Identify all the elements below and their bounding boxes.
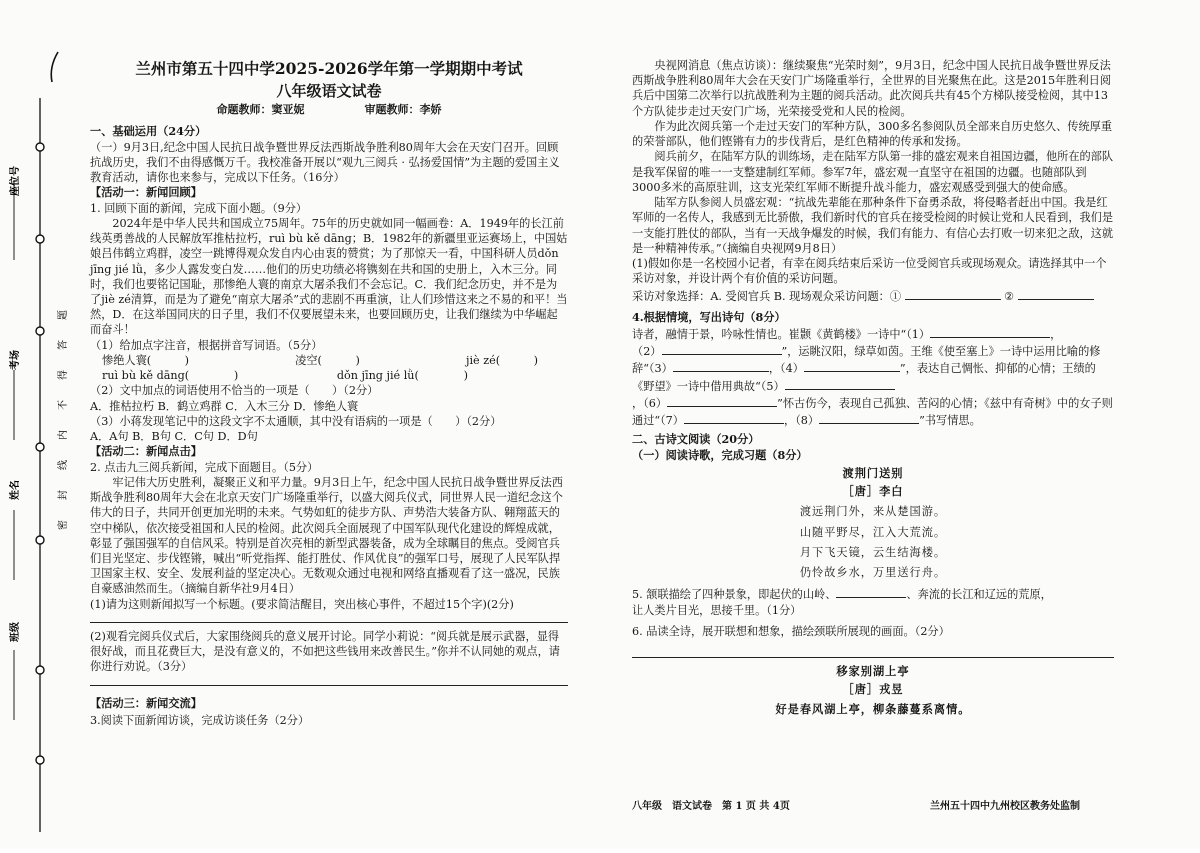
answer-slot[interactable]: ruì bù kě dāng( ) — [102, 369, 239, 383]
fill-text: ，（6） — [632, 396, 668, 410]
answer-blank[interactable] — [905, 287, 1001, 300]
poem-line: 山随平野尽，江入大荒流。 — [799, 525, 947, 539]
poem-line: 月下飞天镜，云生结海楼。 — [799, 545, 947, 559]
q5-text: 、奔流的长江和辽远的荒原， — [906, 588, 1052, 602]
fill-text: ”，运眺汉阳，绿草如茵。王维《使至塞上》一诗中运用比喻的修辞“（3） — [632, 345, 1101, 376]
section-heading: 一、基础运用（24分） — [90, 124, 207, 139]
pinyin-row — [90, 353, 568, 368]
answer-blank[interactable] — [1018, 287, 1094, 300]
seal-char: 答 — [58, 340, 69, 350]
question-4: 4.根据情境，写出诗句（8分） — [632, 309, 786, 324]
poem-title: 渡荆门送别 — [842, 465, 904, 480]
poem-author: ［唐］李白 — [842, 484, 904, 499]
class-label: 班级 — [10, 622, 21, 642]
question-options: A．推枯拉朽 B．鹤立鸡群 C．入木三分 D．惨绝人寰 — [90, 399, 359, 413]
activity-heading: 【活动三：新闻交流】 — [90, 695, 202, 710]
fill-text: ，（8） — [784, 414, 820, 428]
question-1-1: （1）给加点字注音，根据拼音写词语。（5分） — [90, 338, 323, 352]
seal-char: 得 — [58, 370, 69, 380]
answer-slot[interactable]: 惨绝人寰( ) — [102, 353, 190, 367]
seal-char: 题 — [58, 310, 69, 320]
name-label: 姓名 — [10, 480, 21, 500]
answer-blank[interactable] — [684, 411, 784, 424]
poem-author: ［唐］戎昱 — [842, 682, 904, 697]
section-heading: 二、古诗文阅读（20分） — [632, 432, 760, 447]
seat-label: 座位号 — [10, 166, 21, 196]
answer-blank[interactable] — [836, 585, 906, 598]
answer-blank[interactable] — [662, 342, 782, 355]
right-column — [632, 58, 1114, 723]
task-label: 采访对象选择：A. 受阅官兵 B. 现场观众采访问题：① — [632, 289, 902, 303]
answer-line[interactable] — [90, 685, 568, 686]
section-intro: （一）9月3日,纪念中国人民抗日战争暨世界反法西斯战争胜利80周年大会在天安门召开。回顾抗战历史，我们不由得感慨万千。我校准备开展以“观九三阅兵 · 弘扬爱国情”为主题的爱国主义教育活动，请你也来参与，完成以下任务。（16分） — [90, 140, 560, 185]
fill-text: ”，表达自己惆怅、抑郁的心情；王绩的《野望》一诗中借用典故“（5） — [632, 362, 1096, 393]
answer-slot[interactable]: 凌空( ) — [295, 353, 360, 367]
room-label: 考场 — [10, 350, 21, 370]
answer-blank[interactable] — [819, 411, 919, 424]
activity-heading: 【活动二：新闻点击】 — [90, 444, 202, 459]
answer-blank[interactable] — [667, 394, 777, 407]
left-column — [90, 58, 568, 728]
fill-text: 诗者，融情于景，吟咏性情也。崔颢《黄鹤楼》一诗中“（1） — [632, 327, 931, 341]
answer-slot[interactable]: dǒn jīng jié lǜ( ) — [336, 369, 468, 383]
question-2: 2. 点击九三阅兵新闻，完成下面题目。（5分） — [90, 460, 319, 474]
question-1-3: （3）小蒋发现笔记中的这段文字不太通顺，其中没有语病的一项是（ ）（2分） — [90, 414, 502, 428]
exam-subtitle: 八年级语文试卷 — [276, 82, 382, 101]
seal-char: 不 — [58, 400, 69, 410]
reviewer: 审题教师：李娇 — [364, 103, 442, 117]
seal-char: 线 — [58, 460, 69, 470]
fill-text: ，（4） — [768, 362, 804, 376]
question-5 — [632, 585, 1114, 602]
news-passage: 牢记伟大历史胜利，凝聚正义和平力量。9月3日上午，纪念中国人民抗日战争暨世界反法西斯战争胜利80周年大会在北京天安门广场隆重举行，以盛大阅兵仪式，同世界人民一道纪念这个伟大的日子，共同开创更加光明的未来。气势如虹的徒步方队、声势浩大装备方队、翱翔蓝天的空中梯队，依次接受祖国和人民的检阅。此次阅兵全面展现了中国军队现代化建设的辉煌成就，彰显了强国强军的自信风采。特别是首次亮相的新型武器装备，成为全球瞩目的焦点。受阅官兵们目光坚定、步伐铿锵，喊出“听党指挥、能打胜仗、作风优良”的强军口号，展现了人民军队捍卫国家主权、安全、发展利益的坚定决心。无数观众通过电视和网络直播观看了这一盛况，民族自豪感油然而生。（摘编自新华社9月4日） — [90, 475, 563, 596]
poem-1 — [632, 466, 1114, 580]
binding-line-graphic — [0, 0, 70, 849]
seal-char: 内 — [58, 430, 69, 440]
interview-task: (1)假如你是一名校园小记者，有幸在阅兵结束后采访一位受阅官兵或现场观众。请选择其中一个采访对象，并设计两个有价值的采访问题。 — [632, 257, 1107, 286]
answer-blank[interactable] — [673, 359, 769, 372]
teacher-line — [90, 103, 568, 118]
poem-line: 好是春风湖上亭，柳条藤蔓系离情。 — [775, 702, 971, 717]
interview-para: 陆军方队参阅人员盛宏观：“抗战先辈能在那种条件下奋勇杀敌，将侵略者赶出中国。我是红军师的一名传人，我感到无比骄傲，我们新时代的官兵在接受检阅的时候让党和人民看到，我们是一支能打胜仗的部队，当有一天战争爆发的时候，我们有能力、有信心去打败一切来犯之敌，这就是一种精神传承。”（摘编自央视网9月8日） — [632, 196, 1114, 255]
answer-line[interactable] — [632, 657, 1114, 658]
interview-para: 阅兵前夕，在陆军方队的训练场，走在陆军方队第一排的盛宏观来自祖国边疆，他所在的部队是我军保留的唯一一支整建制红军师。参军7年，盛宏观一直坚守在祖国的边疆。也随部队到3000多米的高原驻训，这支光荣红军师不断提升战斗能力，盛宏观感受到强大的使命感。 — [632, 150, 1114, 194]
question-5-cont: 让人类片目光，思接千里。（1分） — [632, 603, 802, 617]
poem-line: 仍怜故乡水，万里送行舟。 — [799, 566, 947, 580]
activity-heading: 【活动一：新闻回顾】 — [90, 185, 202, 200]
interview-answer-line — [632, 287, 1114, 304]
answer-blank[interactable] — [785, 377, 895, 390]
answer-blank[interactable] — [804, 359, 900, 372]
question-options: A．A句 B．B句 C．C句 D．D句 — [90, 430, 258, 444]
pinyin-row — [90, 368, 568, 383]
poem-title: 移家别湖上亭 — [836, 663, 910, 678]
part-heading: （一）阅读诗歌，完成习题（8分） — [632, 447, 808, 462]
page-number: 八年级 语文试卷 第 1 页 共 4页 — [632, 801, 790, 812]
poem-fill — [632, 325, 1114, 428]
question-2-1: (1)请为这则新闻拟写一个标题。(要求简洁醒目，突出核心事件，不超过15个字)(2分) — [90, 597, 514, 611]
task-label-2: ② — [1004, 289, 1015, 303]
binding-margin — [0, 0, 70, 849]
setter: 命题教师：窦亚妮 — [216, 103, 305, 117]
fill-text: ”书写情思。 — [919, 414, 981, 428]
interview-para: 作为此次阅兵第一个走过天安门的军种方队，300多名参阅队员全部来自历史悠久、传统厚重的荣誉部队，他们铿锵有力的步伐背后，是红色精神的传承和发扬。 — [632, 119, 1113, 149]
seal-char: 封 — [58, 490, 69, 500]
question-6: 6. 品读全诗，展开联想和想象，描绘颈联所展现的画面。（2分） — [632, 624, 950, 638]
question-1: 1. 回顾下面的新闻，完成下面小题。（9分） — [90, 201, 308, 215]
answer-blank[interactable] — [930, 325, 1050, 338]
fill-text: ”怀古伤今，表现自己孤独、苦闷的心情；《兹中有奇树》中的女子则通过“（7） — [632, 396, 1113, 428]
footer-supervisor: 兰州五十四中九州校区教务处监制 — [930, 801, 1080, 812]
question-2-2: (2)观看完阅兵仪式后，大家围绕阅兵的意义展开讨论。同学小莉说：“阅兵就是展示武器，显得很好战，而且花费巨大，是没有意义的，不如把这些钱用来改善民生。”你并不认同她的观点，请你进行劝说。（3分） — [90, 629, 560, 674]
fill-text: ， — [1050, 327, 1062, 341]
seal-char: 密 — [58, 520, 69, 530]
answer-slot[interactable]: jiè zé( ) — [465, 353, 538, 367]
news-passage: 2024年是中华人民共和国成立75周年。75年的历史就如同一幅画卷：A．1949年的长江前线英勇善战的人民解放军推枯拉朽，ruì bù kě dāng；B．1982年的新疆里亚运赛场上，中国姑娘吕伟鹤立鸡群，凌空一跳博得观众发自内心由衷的赞赏；为了那惊天一看，中国科研人员dǒn jīng jié lǜ，多少人露发变白发……他们的历史功绩必将镌刻在共和国的史册上，入木三分。同时，我们也要铭记国耻，那惨绝人寰的南京大屠杀我们不会忘记。C．我们纪念历史，并不是为了jiè zé清算，而是为了避免“南京大屠杀”式的悲剧不再重演，让人们珍惜这来之不易的和平！当然，D．在这举国同庆的日子里，我们不仅要展望未来，也要回顾历史，让我们继续为中华崛起而奋斗！ — [90, 216, 568, 337]
answer-line[interactable] — [90, 622, 568, 623]
q5-text: 5. 颔联描绘了四种景象，即起伏的山岭、 — [632, 588, 837, 602]
exam-title: 兰州市第五十四中学2025-2026学年第一学期期中考试 — [135, 59, 523, 78]
question-1-2: （2）文中加点的词语使用不恰当的一项是（ ）（2分） — [90, 384, 379, 398]
poem-line: 渡远荆门外，来从楚国游。 — [799, 505, 947, 519]
poem-2 — [632, 664, 1114, 718]
fill-text: （2） — [632, 345, 662, 359]
interview-para: 央视网消息（焦点访谈）：继续聚焦“光荣时刻”，9月3日，纪念中国人民抗日战争暨世界反法西斯战争胜利80周年大会在天安门广场隆重举行，全世界的目光聚焦在此。这是2015年胜利日阅兵后中国第二次举行以抗战胜利为主题的阅兵活动。此次阅兵共有45个方梯队接受检阅，其中13个方队徒步走过天安门广场，光荣接受党和人民的检阅。 — [632, 59, 1112, 118]
question-3: 3.阅读下面新闻访谈，完成访谈任务（2分） — [90, 713, 310, 727]
